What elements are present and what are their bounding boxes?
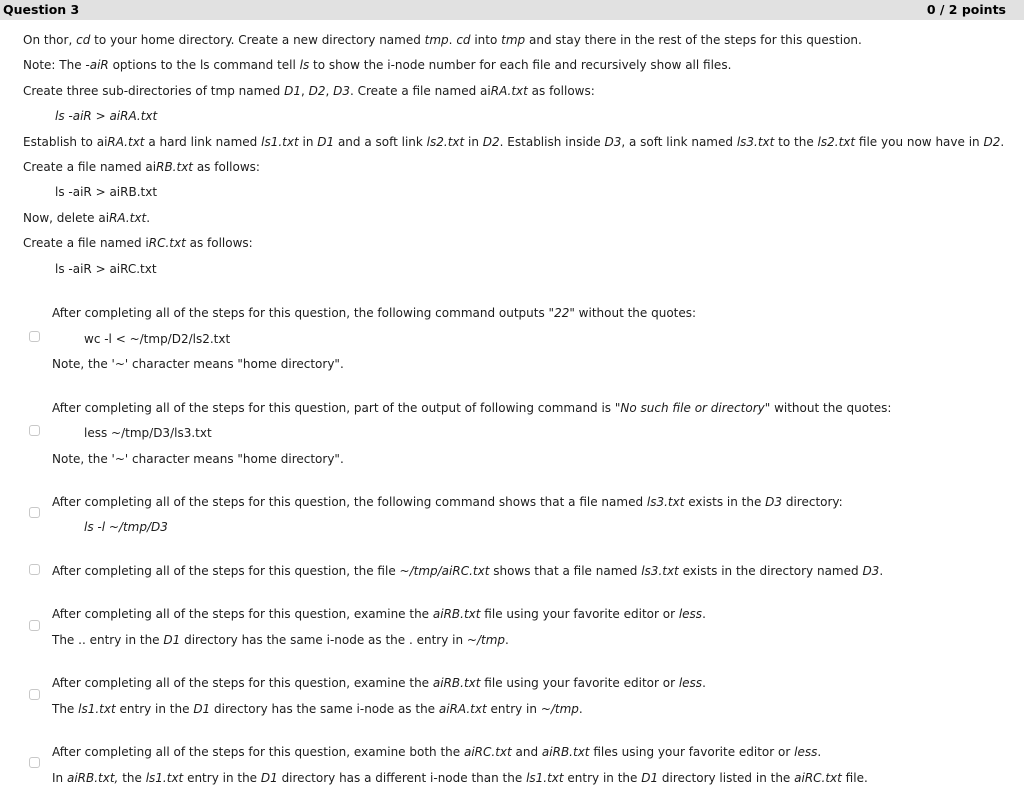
option-5-statement: The .. entry in the D1 directory has the same i-node as the . entry in ~/tmp.: [52, 633, 509, 647]
option-6-checkbox[interactable]: [29, 689, 40, 700]
intro-line-3: Create three sub-directories of tmp named D1, D2, D3. Create a file named aiRA.txt as follows:: [23, 84, 595, 98]
question-points: 0 / 2 points: [926, 2, 1006, 17]
option-7-checkbox[interactable]: [29, 757, 40, 768]
intro-line-8: Now, delete aiRA.txt.: [23, 211, 151, 225]
option-3-checkbox[interactable]: [29, 507, 40, 518]
option-1-note: Note, the '~' character means "home directory".: [52, 357, 344, 371]
option-5-text: After completing all of the steps for this question, examine the aiRB.txt file using your favorite editor or less.: [52, 607, 706, 621]
intro-line-1: On thor, cd to your home directory. Create a new directory named tmp. cd into tmp and stay there in the rest of the steps for this question.: [23, 33, 862, 47]
option-4-text: After completing all of the steps for this question, the file ~/tmp/aiRC.txt shows that a file named ls3.txt exists in the directory named D3.: [52, 564, 884, 578]
option-2-checkbox[interactable]: [29, 425, 40, 436]
question-title: Question 3: [3, 2, 80, 17]
option-2-note: Note, the '~' character means "home directory".: [52, 452, 344, 466]
option-7-text: After completing all of the steps for this question, examine both the aiRC.txt and aiRB.txt files using your favorite editor or less.: [52, 745, 822, 759]
intro-line-2: Note: The -aiR options to the ls command tell ls to show the i-node number for each file and recursively show all files.: [23, 58, 732, 72]
option-2-text: After completing all of the steps for this question, part of the output of following command is "No such file or directory" without the quotes:: [52, 401, 892, 415]
option-3-text: After completing all of the steps for this question, the following command shows that a file named ls3.txt exists in the D3 directory:: [52, 495, 843, 509]
option-4-checkbox[interactable]: [29, 564, 40, 575]
intro-command-aira: ls -aiR > aiRA.txt: [55, 109, 158, 123]
option-1-text: After completing all of the steps for this question, the following command outputs "22" without the quotes:: [52, 306, 697, 320]
option-6-statement: The ls1.txt entry in the D1 directory has the same i-node as the aiRA.txt entry in ~/tmp.: [52, 702, 583, 716]
option-2-command: less ~/tmp/D3/ls3.txt: [84, 426, 212, 440]
intro-line-6: Create a file named aiRB.txt as follows:: [23, 160, 260, 174]
option-1-checkbox[interactable]: [29, 331, 40, 342]
option-7-statement: In aiRB.txt, the ls1.txt entry in the D1 directory has a different i-node than the ls1.txt entry in the D1 directory listed in the aiRC.txt file.: [52, 771, 868, 785]
option-1-command: wc -l < ~/tmp/D2/ls2.txt: [84, 332, 231, 346]
intro-line-5: Establish to aiRA.txt a hard link named ls1.txt in D1 and a soft link ls2.txt in D2. Establish inside D3, a soft link named ls3.txt to the ls2.txt file you now have in D2.: [23, 135, 1005, 149]
intro-command-airb: ls -aiR > aiRB.txt: [55, 185, 158, 199]
intro-line-9: Create a file named iRC.txt as follows:: [23, 236, 253, 250]
option-6-text: After completing all of the steps for this question, examine the aiRB.txt file using your favorite editor or less.: [52, 676, 706, 690]
intro-command-airc: ls -aiR > aiRC.txt: [55, 262, 157, 276]
option-5-checkbox[interactable]: [29, 620, 40, 631]
question-header: [0, 0, 1024, 20]
option-3-command: ls -l ~/tmp/D3: [84, 520, 168, 534]
